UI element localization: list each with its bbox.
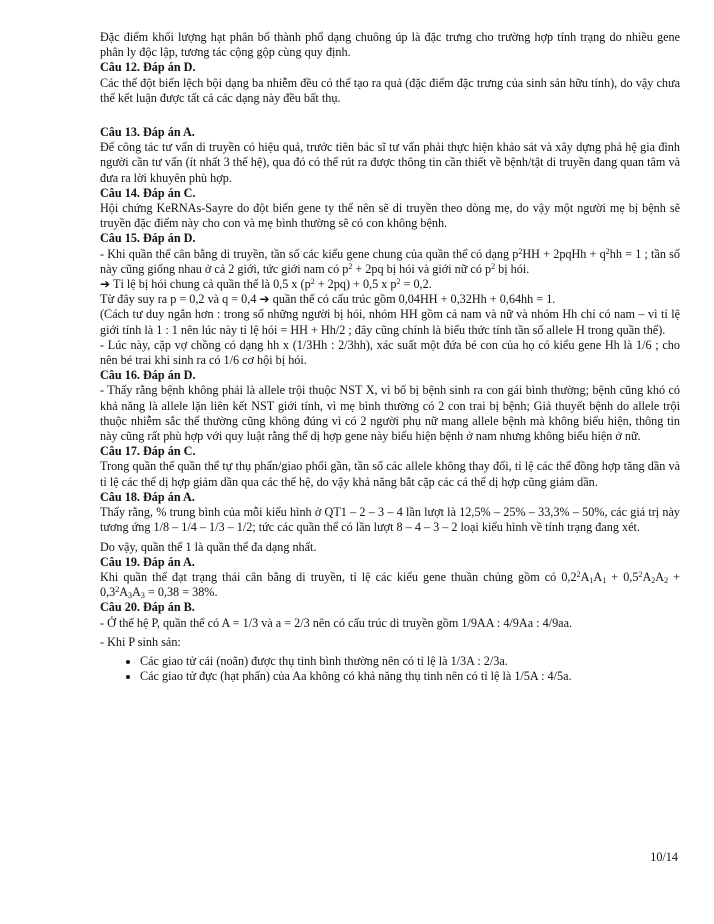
q15-line-2: ➔ Tỉ lệ bị hói chung cả quần thể là 0,5 x $(p^2 + 2pq) + 0,5$ x $p^2 = 0,2$. <box>100 277 432 292</box>
q15-line-5: - Lúc này, cặp vợ chồng có dạng hh x (1/3Hh : 2/3hh), xác suất một đứa bé con của họ có kiểu gene Hh là 1/6 ; cho nên bé trai khi sinh ra có 1/6 cơ hội bị hói. <box>100 337 680 368</box>
q18-text: Thấy rằng, % trung bình của mỗi kiểu hình ở QT1 – 2 – 3 – 4 lần lượt là 12,5% – 25% – 33,3% – 50%, các giá trị này tương ứng 1/8 – 1/4 – 1/3 – 1/2; tức các quần thể có lần lượt 8 – 4 – 3 – 2 loại kiểu hình về tính trạng đang xét. <box>100 505 680 535</box>
q14-title: Câu 14. Đáp án C. <box>100 185 196 200</box>
q13-title: Câu 13. Đáp án A. <box>100 125 195 140</box>
list-item: • Các giao tử cái (noãn) được thụ tinh bình thường nên có tỉ lệ là 1/3A : 2/3a. <box>140 654 680 669</box>
q16-title: Câu 16. Đáp án D. <box>100 368 196 383</box>
q15-title: Câu 15. Đáp án D. <box>100 231 196 246</box>
q16-text: - Thấy rằng bệnh không phải là allele trội thuộc NST X, vì bố bị bệnh sinh ra con gái bình thường; bệnh cũng khó có khả năng là allele lặn liên kết NST giới tính, vì mẹ bình thường có 2 con trai bị bệnh; Giả thuyết bệnh do allele trội thuộc nhiễm sắc thể thường cũng không đúng vì có 2 người phụ nữ mang allele bệnh mà không biểu hiện, thông tin này cũng rất phù hợp với quy luật rằng thể dị hợp gene này biểu hiện bệnh ở nam nhưng không biểu hiện ở nữ. <box>100 383 680 444</box>
q18-title: Câu 18. Đáp án A. <box>100 489 195 504</box>
intro-paragraph: Đặc điểm khối lượng hạt phân bố thành phổ dạng chuông úp là đặc trưng cho trường hợp tính trạng do nhiều gene phân ly độc lập, tương tác cộng gộp cùng quy định. <box>100 30 680 60</box>
answer-explanations <box>100 30 680 684</box>
q19-text: Khi quần thể đạt trạng thái cân bằng di truyền, tỉ lệ các kiểu gene thuần chủng gồm có $0,2^2A_1A_1 + 0,5^2A_2A_2 + 0,3^2A_3A_3 = 0,38 = 38\%$. <box>100 569 680 601</box>
q15-line-3: Từ đây suy ra p = 0,2 và q = 0,4 ➔ quần thể có cấu trúc gồm 0,04HH + 0,32Hh + 0,64hh = 1. <box>100 292 556 307</box>
q20-bullet-list <box>100 654 680 684</box>
q14-text: Hội chứng KeRNAs-Sayre do đột biến gene ty thể nên sẽ di truyền theo dòng mẹ, do vậy một người mẹ bị bệnh sẽ truyền đặc điểm này cho con và mẹ bình thường sẽ có con không bệnh. <box>100 201 680 231</box>
q18-conclusion: Do vậy, quần thể 1 là quần thể đa dạng nhất. <box>100 539 317 554</box>
list-item: • Các giao tử đực (hạt phấn) của Aa không có khả năng thụ tinh nên có tỉ lệ là 1/5A : 4/5a. <box>140 669 680 684</box>
q15-line-4: (Cách tư duy ngắn hơn : trong số những người bị hói, nhóm HH gồm cả nam và nữ và nhóm Hh chỉ có nam – vì tỉ lệ giới tính là 1 : 1 nên lúc này tỉ lệ hói = HH + Hh/2 ; đây cũng chính là biểu thức tính tần số allele H trong quần thể). <box>100 307 680 337</box>
q12-text: Các thể đột biến lệch bội dạng ba nhiễm đều có thể tạo ra quả (đặc điểm đặc trưng của sinh sản hữu tính), do vậy chưa thể kết luận được tất cả các dạng này đều bất thụ. <box>100 75 680 105</box>
page-number: 10/14 <box>650 850 678 864</box>
q17-text: Trong quần thể quần thể tự thụ phấn/giao phối gần, tần số các allele không thay đổi, tỉ lệ các thể đồng hợp tăng dần và tỉ lệ các thể dị hợp giảm dần qua các thế hệ, do vậy khả năng bắt cặp các cá thể dị hợp cũng giảm dần. <box>100 459 680 489</box>
q13-text: Để công tác tư vấn di truyền có hiệu quả, trước tiên bác sĩ tư vấn phải thực hiện khảo sát và xây dựng phả hệ gia đình người cần tư vấn (ít nhất 3 thế hệ), qua đó có thể rút ra được thông tin cần thiết về bệnh/tật di truyền đang quan tâm và đưa ra lời khuyên phù hợp. <box>100 140 680 185</box>
q20-line-2: - Khi P sinh sản: <box>100 634 181 649</box>
q19-title: Câu 19. Đáp án A. <box>100 554 195 569</box>
q12-title: Câu 12. Đáp án D. <box>100 60 196 75</box>
q17-title: Câu 17. Đáp án C. <box>100 444 196 459</box>
q15-line-1: - Khi quần thể cân bằng di truyền, tần số các kiểu gene chung của quần thể có dạng $p^2HH$ + 2pqHh + $q^2hh = 1$ ; tần số này cũng giống nhau ở cả 2 giới, tức giới nam có $p^2 + 2pq$ bị hói và giới nữ có $p^2$ bị hói. <box>100 246 680 276</box>
q20-line-1: - Ở thế hệ P, quần thể có A = 1/3 và a = 2/3 nên có cấu trúc di truyền gồm 1/9AA : 4/9Aa : 4/9aa. <box>100 615 573 630</box>
q20-title: Câu 20. Đáp án B. <box>100 600 195 615</box>
